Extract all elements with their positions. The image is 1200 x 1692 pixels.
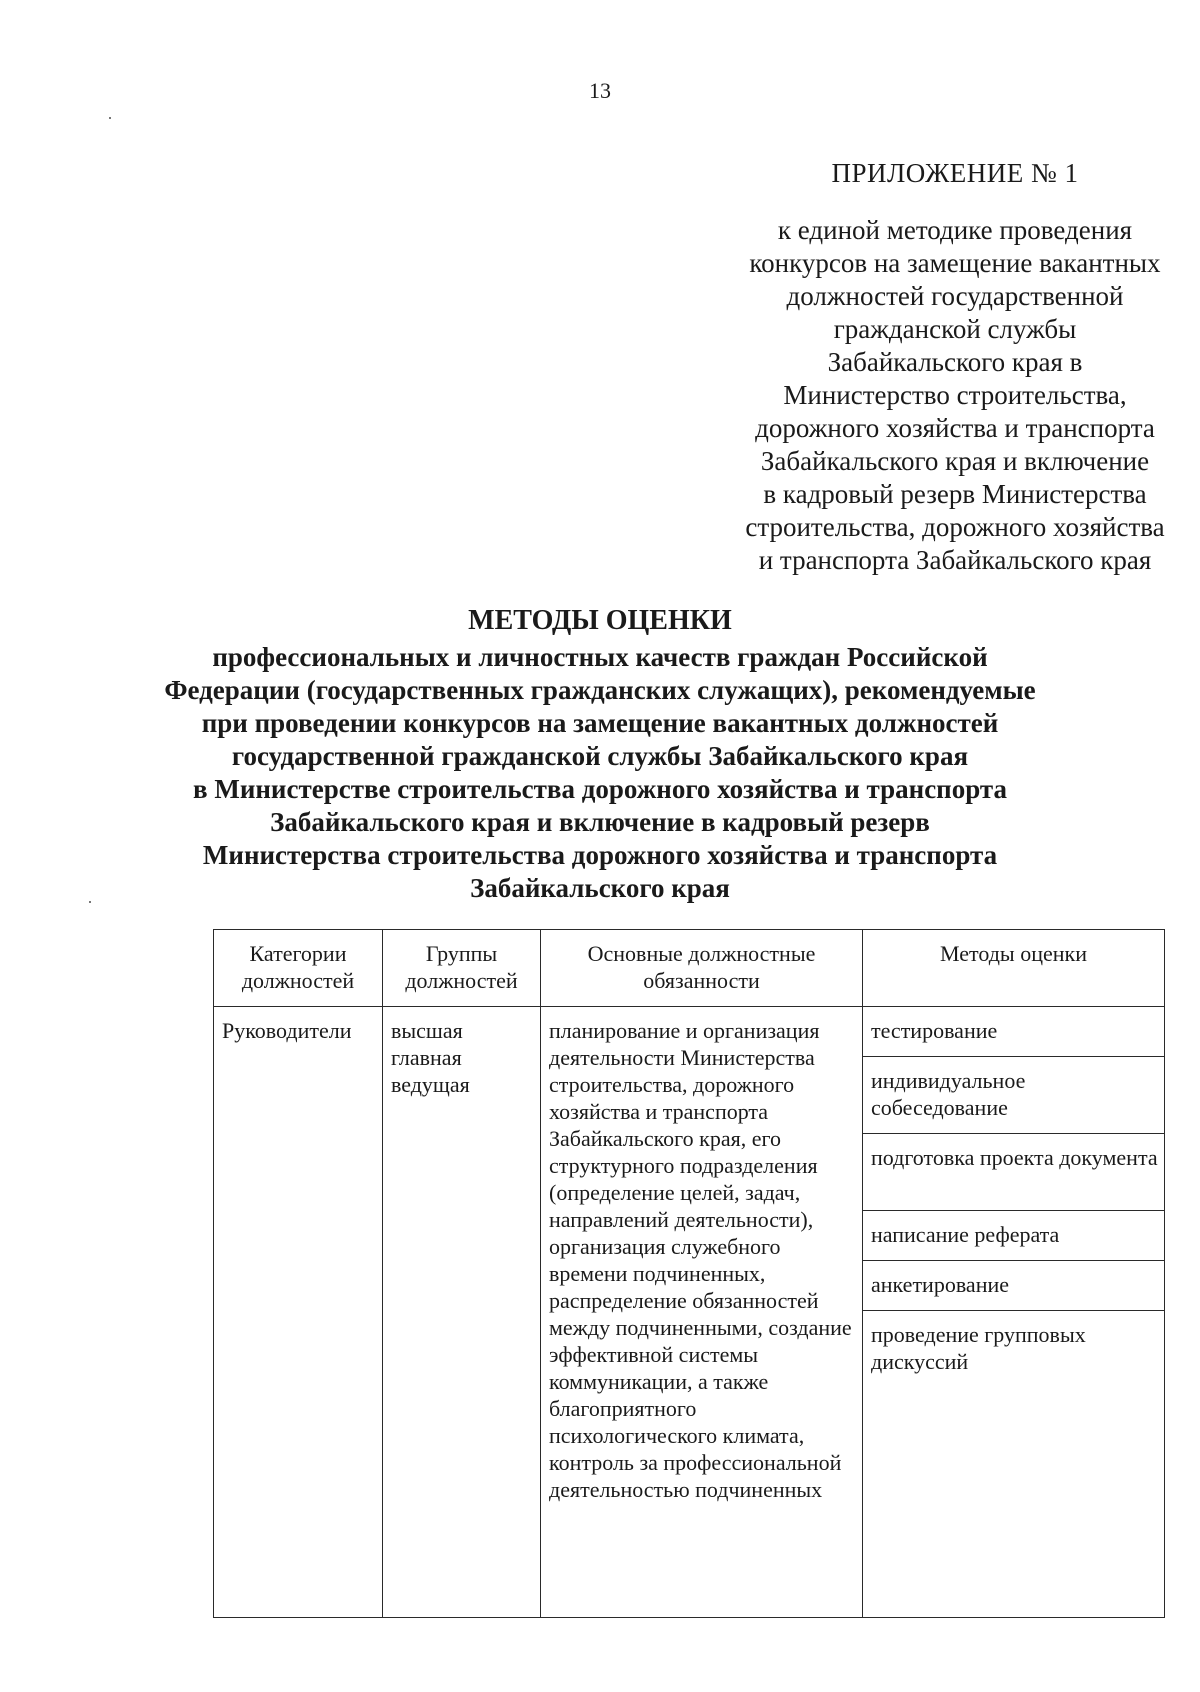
method-item: анкетирование bbox=[863, 1261, 1164, 1311]
appendix-line: дорожного хозяйства и транспорта bbox=[755, 413, 1155, 443]
appendix-line: конкурсов на замещение вакантных bbox=[749, 248, 1161, 278]
header-methods: Методы оценки bbox=[863, 930, 1165, 1007]
document-subtitle-line: профессиональных и личностных качеств граждан Российской bbox=[212, 642, 988, 672]
scan-speck bbox=[89, 901, 91, 903]
appendix-line: гражданской службы bbox=[833, 314, 1077, 344]
cell-methods bbox=[863, 1007, 1165, 1618]
appendix-line: в кадровый резерв Министерства bbox=[763, 479, 1147, 509]
document-subtitle-line: государственной гражданской службы Забайкальского края bbox=[231, 741, 969, 771]
method-item: подготовка проекта документа bbox=[863, 1134, 1164, 1211]
document-subtitle-line: в Министерстве строительства дорожного хозяйства и транспорта bbox=[193, 774, 1007, 804]
method-item: проведение групповых дискуссий bbox=[871, 1322, 1086, 1374]
method-item: написание реферата bbox=[863, 1211, 1164, 1261]
document-subtitle-line: Забайкальского края и включение в кадровый резерв bbox=[270, 807, 930, 837]
document-subtitle-line: Федерации (государственных гражданских служащих), рекомендуемые bbox=[164, 675, 1036, 705]
document-subtitle-line: Министерства строительства дорожного хозяйства и транспорта bbox=[202, 840, 998, 870]
appendix-line: к единой методике проведения bbox=[777, 215, 1133, 245]
document-title: МЕТОДЫ ОЦЕНКИ bbox=[468, 605, 732, 636]
header-category: Категории должностей bbox=[214, 930, 383, 1007]
method-item: тестирование bbox=[863, 1007, 1164, 1057]
appendix-line: Министерство строительства, bbox=[783, 380, 1127, 410]
page-number: 13 bbox=[589, 78, 611, 103]
scan-speck bbox=[109, 117, 111, 119]
method-item: индивидуальное собеседование bbox=[863, 1057, 1164, 1134]
appendix-header bbox=[700, 0, 1200, 600]
appendix-title: ПРИЛОЖЕНИЕ № 1 bbox=[831, 158, 1079, 188]
cell-groups bbox=[383, 1007, 541, 1618]
category-text: Руководители bbox=[222, 1018, 352, 1043]
header-duties: Основные должностные обязанности bbox=[541, 930, 863, 1007]
groups-text: высшая главная ведущая bbox=[391, 1018, 470, 1097]
appendix-line: Забайкальского края и включение bbox=[760, 446, 1150, 476]
cell-category bbox=[214, 1007, 383, 1618]
table-row bbox=[214, 1007, 1165, 1618]
appendix-line: должностей государственной bbox=[786, 281, 1124, 311]
cell-duties bbox=[541, 1007, 863, 1618]
appendix-line: и транспорта Забайкальского края bbox=[758, 545, 1152, 575]
header-groups: Группы должностей bbox=[383, 930, 541, 1007]
assessment-methods-table bbox=[213, 929, 1165, 1618]
document-subtitle-line: Забайкальского края bbox=[470, 873, 730, 903]
document-subtitle-line: при проведении конкурсов на замещение вакантных должностей bbox=[201, 708, 999, 738]
duties-text: планирование и организация деятельности Министерства строительства, дорожного хозяйства и транспорта Забайкальского края, его структурного подразделения (определение целей, задач, направлений деятельности), организация служебного времени подчиненных, распределение обязанностей между подчиненными, создание эффективной системы коммуникации, а также благоприятного психологического климата, контроль за профессиональной деятельностью подчиненных bbox=[549, 1018, 852, 1502]
appendix-line: Забайкальского края в bbox=[827, 347, 1083, 377]
table-header-row bbox=[214, 930, 1165, 1007]
appendix-line: строительства, дорожного хозяйства bbox=[745, 512, 1165, 542]
